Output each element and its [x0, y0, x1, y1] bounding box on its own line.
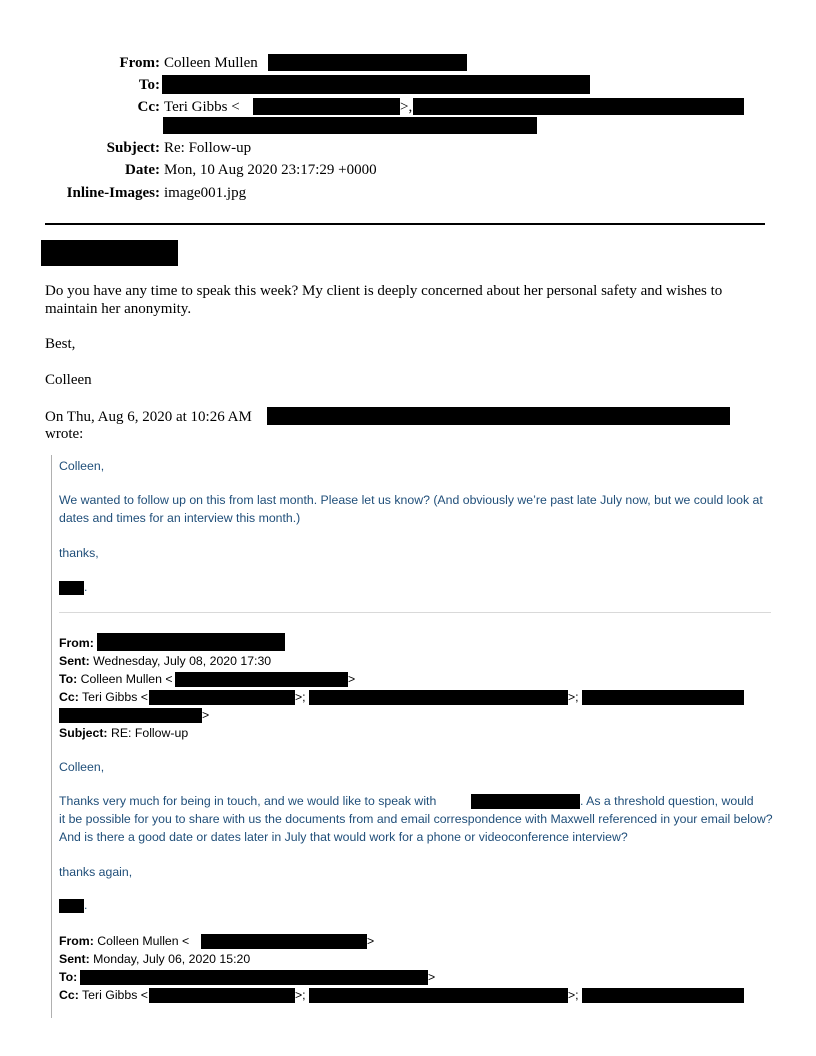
fwd2-sent-row: [59, 950, 250, 968]
reply-intro-text: On Thu, Aug 6, 2020 at 10:26 AM: [45, 409, 252, 425]
fwd1-from-label: From:: [59, 636, 94, 650]
fwd2-cc-label: Cc:: [59, 988, 79, 1002]
to-label: To:: [138, 77, 160, 93]
fwd2-sent-value: Monday, July 06, 2020 15:20: [93, 952, 251, 966]
fwd1-cc-label: Cc:: [59, 690, 79, 704]
quoted2-greeting: Colleen,: [59, 760, 105, 774]
fwd1-to-label: To:: [59, 672, 78, 686]
fwd2-from-gt: >: [367, 934, 375, 948]
redaction: [268, 54, 467, 71]
fwd1-sent-label: Sent:: [59, 654, 90, 668]
header-subject-row: [0, 139, 816, 159]
quoted2-text-a: Thanks very much for being in touch, and we would like to speak with: [59, 794, 437, 808]
fwd1-sent-row: [59, 652, 271, 670]
fwd2-cc-semi: >;: [568, 988, 579, 1002]
cc-value: Teri Gibbs <: [164, 99, 240, 115]
redaction: [59, 708, 202, 723]
redaction: [582, 690, 744, 705]
fwd1-cc-semi: >;: [568, 690, 579, 704]
redaction: [309, 690, 568, 705]
quote-bar: [51, 455, 52, 1018]
reply-intro-wrote: wrote:: [45, 426, 84, 442]
fwd1-sent-value: Wednesday, July 08, 2020 17:30: [93, 654, 272, 668]
quoted-thanks: thanks,: [59, 546, 99, 560]
date-label: Date:: [125, 162, 160, 178]
fwd1-cc-gt: >: [202, 708, 210, 722]
signature: Colleen: [45, 372, 92, 388]
fwd2-from-label: From:: [59, 934, 94, 948]
fwd1-cc-row: [59, 688, 148, 706]
quoted2-text-b: . As a threshold question, would: [580, 794, 754, 808]
quoted-dot: .: [84, 580, 88, 594]
redaction: [309, 988, 568, 1003]
fwd1-cc-semi: >;: [295, 690, 306, 704]
redaction: [59, 581, 84, 595]
fwd2-cc-value: Teri Gibbs <: [82, 988, 148, 1002]
redaction: [201, 934, 367, 949]
cc-label: Cc:: [137, 99, 160, 115]
redaction: [582, 988, 744, 1003]
redaction: [80, 970, 428, 985]
cc-separator: >,: [400, 99, 413, 115]
fwd1-subject-value: RE: Follow-up: [110, 726, 189, 740]
fwd1-to-gt: >: [348, 672, 356, 686]
subject-label: Subject:: [106, 140, 160, 156]
fwd1-subject-row: [59, 724, 188, 742]
quoted2-paragraph: it be possible for you to share with us the documents from and email correspondence with Maxwell referenced in your email below? And is there a good date or dates later in July that would work for a phone or videoconference interview?: [59, 812, 773, 844]
quoted2-dot: .: [84, 898, 88, 912]
redaction: [162, 75, 590, 94]
closing: Best,: [45, 336, 76, 352]
fwd2-to-row: [59, 968, 77, 986]
inline-images-value: image001.jpg: [164, 185, 247, 201]
body-paragraph: Do you have any time to speak this week? My client is deeply concerned about her personal safety and wishes to maintain her anonymity.: [45, 283, 723, 317]
fwd1-to-row: [59, 670, 173, 688]
fwd2-from-value: Colleen Mullen <: [97, 934, 190, 948]
header-date-row: [0, 161, 816, 181]
fwd1-cc-value: Teri Gibbs <: [82, 690, 148, 704]
redaction: [163, 117, 537, 134]
inline-images-label: Inline-Images:: [66, 185, 160, 201]
quoted-greeting: Colleen,: [59, 459, 105, 473]
fwd2-from-row: [59, 932, 189, 950]
quoted2-line1: [59, 792, 436, 810]
redaction: [413, 98, 744, 115]
from-value: Colleen Mullen: [164, 55, 258, 71]
fwd2-cc-semi: >;: [295, 988, 306, 1002]
fwd1-to-value: Colleen Mullen <: [80, 672, 173, 686]
fwd2-to-label: To:: [59, 970, 78, 984]
redaction: [471, 794, 580, 809]
redaction: [41, 240, 178, 266]
date-value: Mon, 10 Aug 2020 23:17:29 +0000: [164, 162, 377, 178]
redaction: [149, 690, 295, 705]
header-inline-images-row: [0, 184, 816, 204]
fwd1-from-row: [59, 634, 94, 652]
fwd1-subject-label: Subject:: [59, 726, 108, 740]
quoted-paragraph: We wanted to follow up on this from last month. Please let us know? (And obviously we’re past late July now, but we could look at dates and times for an interview this month.): [59, 493, 763, 525]
header-divider: [45, 223, 765, 225]
fwd2-to-gt: >: [428, 970, 436, 984]
subject-value: Re: Follow-up: [164, 140, 252, 156]
from-label: From:: [119, 55, 160, 71]
redaction: [149, 988, 295, 1003]
quoted2-thanks: thanks again,: [59, 865, 133, 879]
redaction: [97, 633, 285, 651]
fwd2-sent-label: Sent:: [59, 952, 90, 966]
redaction: [175, 672, 348, 687]
redaction: [253, 98, 400, 115]
quoted-separator: [59, 612, 771, 613]
redaction: [267, 407, 730, 425]
fwd2-cc-row: [59, 986, 148, 1004]
redaction: [59, 899, 84, 913]
